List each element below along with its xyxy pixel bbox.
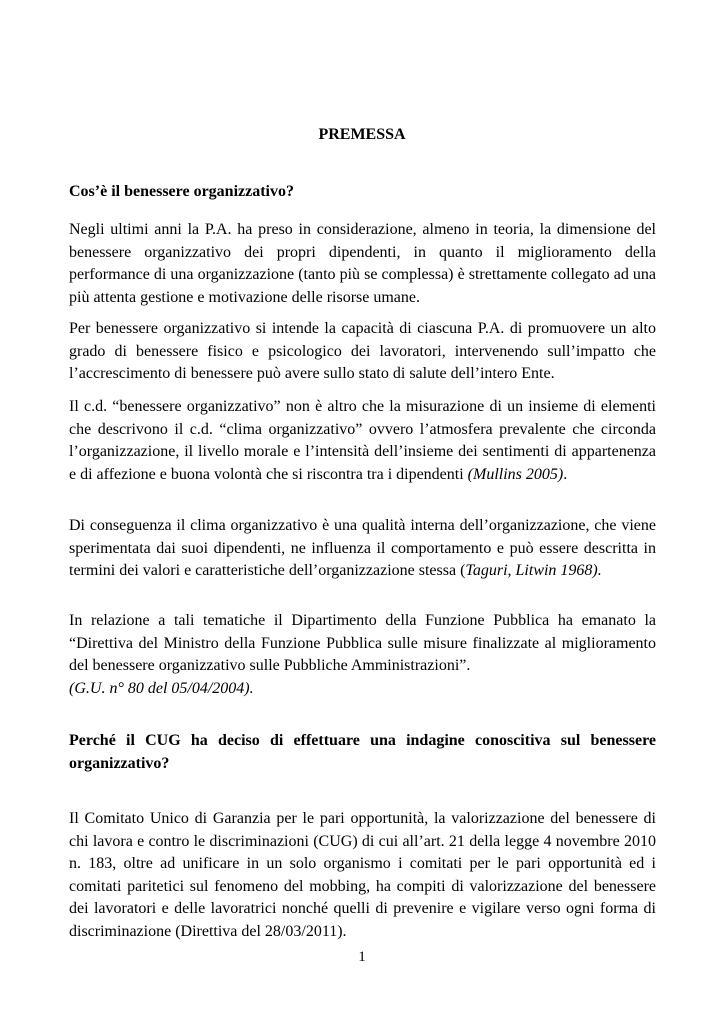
- paragraph-consequence-text: Di conseguenza il clima organizzativo è una qualità interna dell’organizzazione, che viene sperimentata dai suoi dipendenti, ne influenza il comportamento e può essere descritta in termini dei valori e caratteristiche dell’organizzazione stessa (: [69, 517, 656, 579]
- paragraph-clima-text: Il c.d. “benessere organizzativo” non è altro che la misurazione di un insieme di elementi che descrivono il c.d. “clima organizzativo” ovvero l’atmosfera prevalente che circonda l’organizzazione, il livello morale e l’intensità dell’insieme dei sentimenti di appartenenza e di affezione e buona volontà che si riscontra tra i dipendenti: [69, 398, 656, 483]
- paragraph-consequence: [69, 515, 656, 583]
- citation-mullins: (Mullins 2005): [467, 465, 564, 483]
- citation-gazzetta: (G.U. n° 80 del 05/04/2004).: [69, 679, 254, 697]
- section-heading-cug: Perché il CUG ha deciso di effettuare una indagine conoscitiva sul benessere organizzativo?: [69, 732, 656, 772]
- paragraph-clima: [69, 396, 656, 486]
- paragraph-directive-text: In relazione a tali tematiche il Dipartimento della Funzione Pubblica ha emanato la “Direttiva del Ministro della Funzione Pubblica sulle misure finalizzate al miglioramento del benessere organizzativo sulle Pubbliche Amministrazioni”.: [69, 612, 656, 674]
- page-title: PREMESSA: [318, 126, 406, 143]
- paragraph-clima-end: .: [563, 465, 568, 483]
- paragraph-cug: Il Comitato Unico di Garanzia per le pari opportunità, la valorizzazione del benessere di chi lavora e contro le discriminazioni (CUG) di cui all’art. 21 della legge 4 novembre 2010 n. 183, oltre ad unificare in un solo organismo i comitati per le pari opportunità ed i comitati paritetici sul fenomeno del mobbing, ha compiti di valorizzazione del benessere dei lavoratori e delle lavoratrici nonché quelli di prevenire e vigilare verso ogni forma di discriminazione (Direttiva del 28/03/2011).: [69, 810, 656, 940]
- page-number: 1: [358, 949, 366, 965]
- paragraph-definition: Per benessere organizzativo si intende la capacità di ciascuna P.A. di promuovere un alto grado di benessere fisico e psicologico dei lavoratori, intervenendo sull’impatto che l’accrescimento di benessere può avere sullo stato di salute dell’intero Ente.: [69, 320, 656, 382]
- section-heading-benessere: Cos’è il benessere organizzativo?: [69, 183, 294, 200]
- citation-taguri: Taguri, Litwin 1968).: [465, 562, 602, 579]
- paragraph-intro: Negli ultimi anni la P.A. ha preso in considerazione, almeno in teoria, la dimensione del benessere organizzativo dei propri dipendenti, in quanto il miglioramento della performance di una organizzazione (tanto più se complessa) è strettamente collegato ad una più attenta gestione e motivazione delle risorse umane.: [69, 221, 656, 306]
- paragraph-directive: [69, 610, 656, 700]
